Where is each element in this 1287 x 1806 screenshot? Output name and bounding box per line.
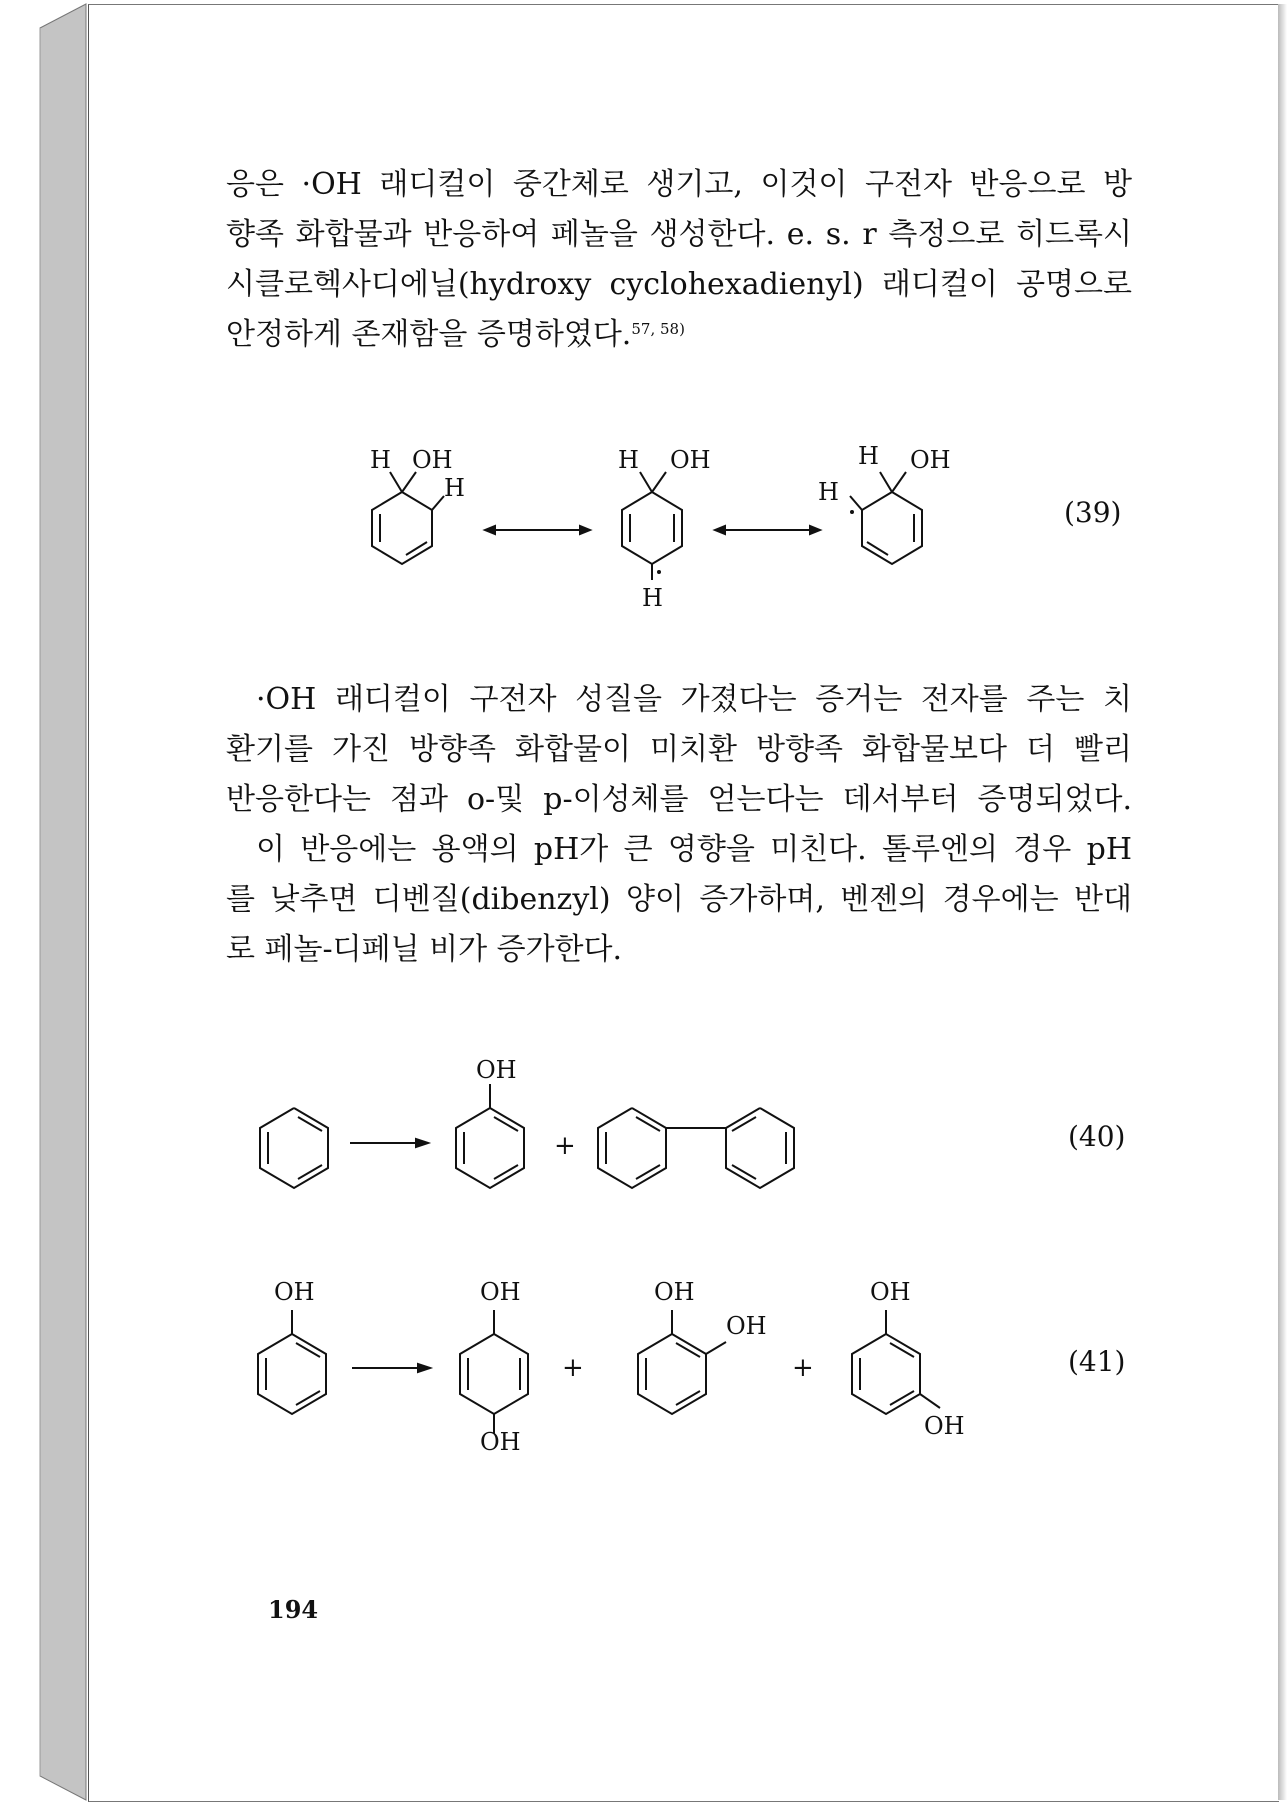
- eq41-label: OH: [726, 1312, 767, 1340]
- eq39-label: H: [818, 478, 839, 506]
- eq39-label: OH: [910, 446, 951, 474]
- paragraph-1-line: 시클로헥사디에닐(hydroxy cyclohexadienyl) 래디컬이 공명으로: [226, 267, 1132, 302]
- paragraph-2-line: ·OH 래디컬이 구전자 성질을 가졌다는 증거는 전자를 주는 치: [256, 682, 1132, 717]
- eq39-label: H: [444, 474, 465, 502]
- eq39-label: H: [370, 446, 391, 474]
- paragraph-1: [226, 160, 1132, 360]
- equation-41-structures: [240, 1268, 980, 1468]
- eq39-label: OH: [670, 446, 711, 474]
- paragraph-2-line: 환기를 가진 방향족 화합물이 미치환 방향족 화합물보다 더 빨리: [226, 732, 1132, 767]
- phenol-structure: [456, 1056, 524, 1188]
- eq39-label: H: [642, 584, 663, 612]
- page-edge-shadow: [1278, 4, 1287, 1800]
- eq41-label: OH: [480, 1428, 521, 1456]
- plus-sign: +: [562, 1353, 584, 1383]
- resonance-arrow-1: [485, 526, 590, 534]
- page-number: 194: [268, 1595, 319, 1624]
- paragraph-1-line: [226, 310, 1132, 360]
- paragraph-1-line: 응은 ·OH 래디컬이 중간체로 생기고, 이것이 구전자 반응으로 방: [226, 167, 1132, 202]
- eq39-label: H: [858, 442, 879, 470]
- equation-40-structures: [240, 1050, 840, 1200]
- hydroquinone-structure: [460, 1278, 528, 1456]
- cyclohexadienyl-structure-1: [370, 446, 465, 564]
- paragraph-2: [226, 675, 1132, 975]
- eq41-label: OH: [870, 1278, 911, 1306]
- paragraph-2-line: 로 페놀-디페닐 비가 증가한다.: [226, 932, 623, 967]
- eq40-label: OH: [476, 1056, 517, 1084]
- paragraph-2-line: 이 반응에는 용액의 pH가 큰 영향을 미친다. 톨루엔의 경우 pH: [256, 832, 1132, 867]
- eq41-label: OH: [274, 1278, 315, 1306]
- equation-number-40: (40): [1068, 1120, 1126, 1153]
- benzene-structure: [260, 1108, 328, 1188]
- equation-number-41: (41): [1068, 1345, 1126, 1378]
- paragraph-2-line: 를 낮추면 디벤질(dibenzyl) 양이 증가하며, 벤젠의 경우에는 반대: [226, 882, 1132, 917]
- equation-number-39: (39): [1064, 496, 1122, 529]
- paragraph-1-line: 향족 화합물과 반응하여 페놀을 생성한다. e. s. r 측정으로 히드록시: [226, 217, 1132, 252]
- resonance-arrow-2: [715, 526, 820, 534]
- plus-sign: +: [554, 1131, 576, 1161]
- eq41-label: OH: [924, 1412, 965, 1440]
- eq39-label: H: [618, 446, 639, 474]
- eq41-label: OH: [654, 1278, 695, 1306]
- eq41-label: OH: [480, 1278, 521, 1306]
- book-spine: [0, 0, 90, 1806]
- cyclohexadienyl-structure-3: [818, 442, 951, 564]
- reaction-arrow-40: [350, 1139, 428, 1147]
- plus-sign: +: [792, 1353, 814, 1383]
- reaction-arrow-41: [352, 1364, 430, 1372]
- resorcinol-structure: [852, 1278, 965, 1440]
- phenol-reactant-structure: [258, 1278, 326, 1414]
- paragraph-2-line: 반응한다는 점과 o-및 p-이성체를 얻는다는 데서부터 증명되었다.: [226, 782, 1132, 817]
- eq39-label: OH: [412, 446, 453, 474]
- paragraph-1-last-text: 안정하게 존재함을 증명하였다.: [226, 317, 632, 352]
- cyclohexadienyl-structure-2: [618, 446, 711, 612]
- equation-39-structures: [340, 430, 1140, 620]
- biphenyl-structure: [598, 1108, 794, 1188]
- catechol-structure: [638, 1278, 767, 1414]
- citation-superscript: 57, 58): [631, 320, 685, 338]
